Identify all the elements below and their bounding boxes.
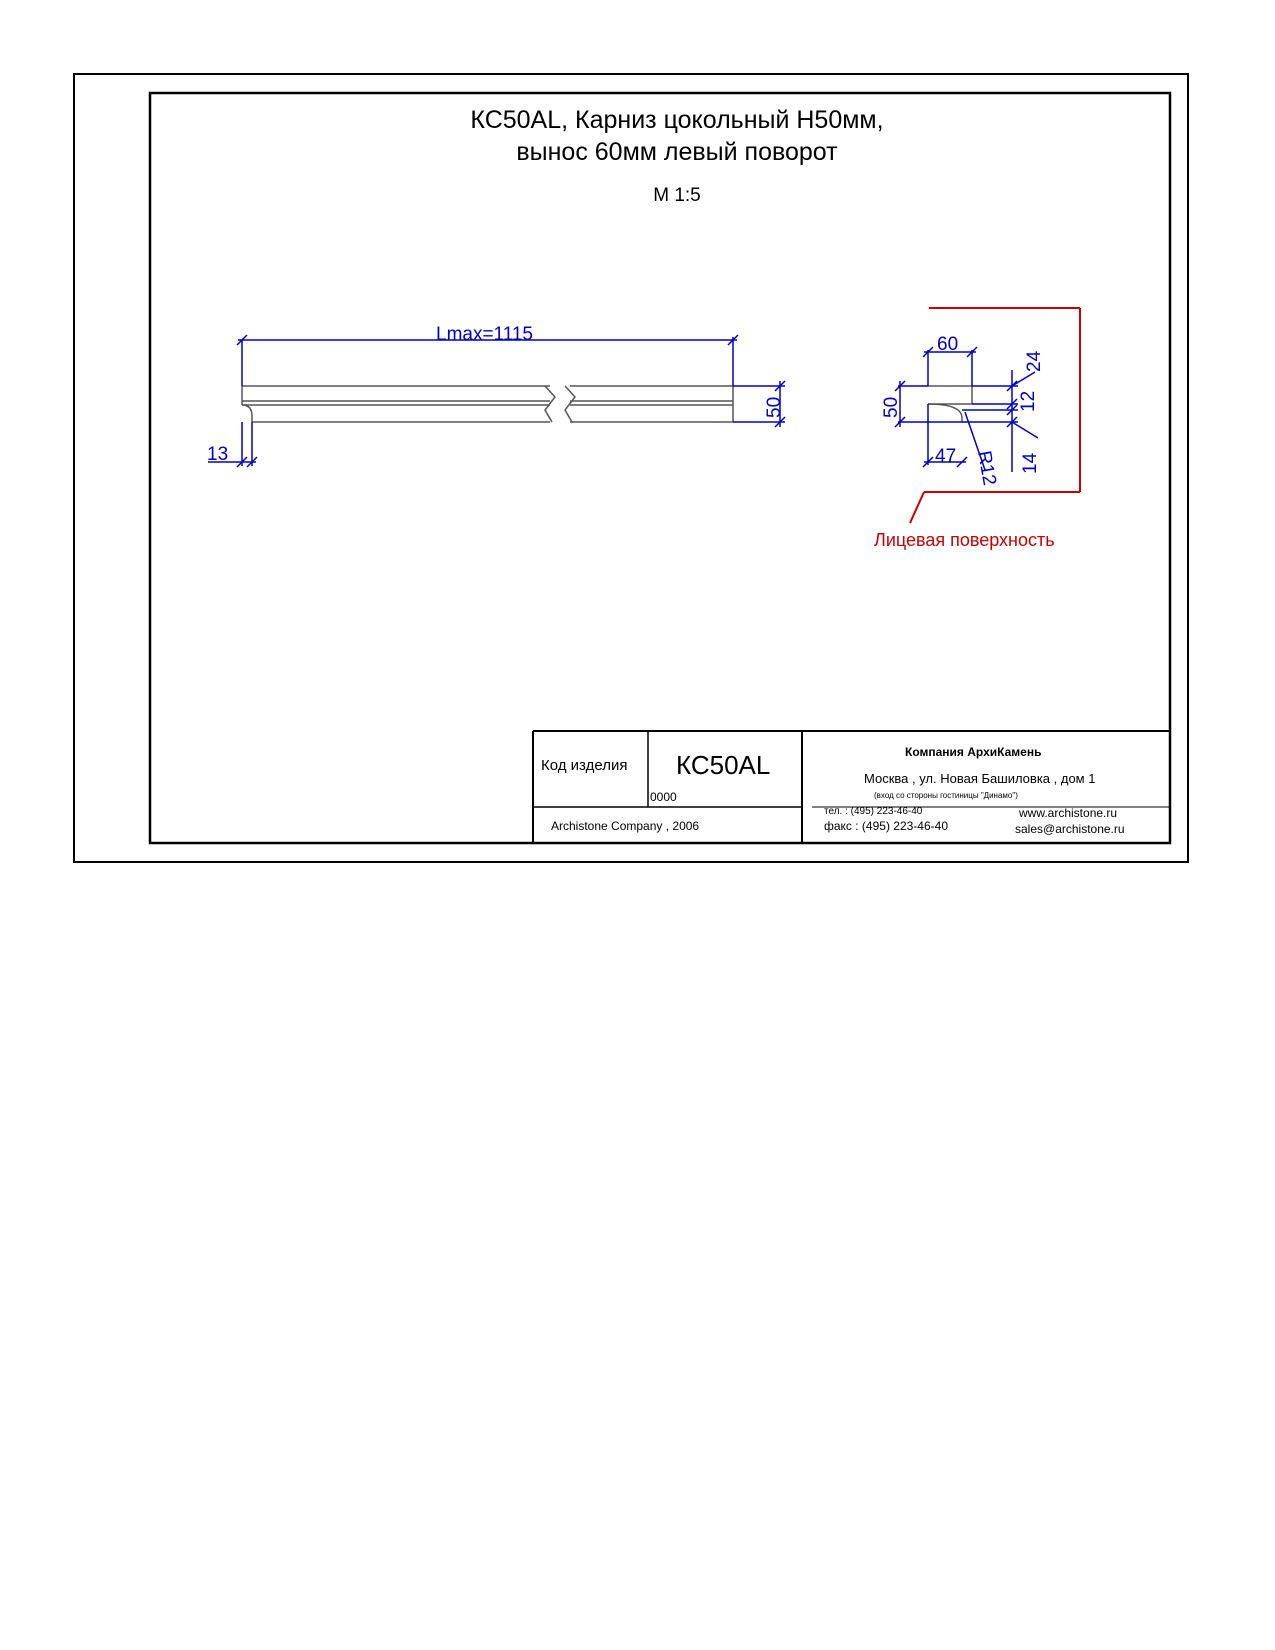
section-dim-12-label: 12 (1018, 390, 1039, 412)
height-dim-label: 50 (764, 396, 785, 418)
section-width-bottom-label: 47 (935, 446, 957, 467)
face-surface-label: Лицевая поверхность (874, 530, 1055, 550)
company-address: Москва , ул. Новая Башиловка , дом 1 (864, 771, 1096, 786)
section-dim-14-label: 14 (1020, 452, 1041, 474)
drawing-number: 0000 (650, 790, 677, 804)
drawing-title-line-1: КС50AL, Карниз цокольный Н50мм, (470, 106, 884, 134)
company-name: Компания АрхиКамень (905, 745, 1042, 759)
section-radius-label: R12 (973, 449, 1000, 488)
lip-dim-label: 13 (207, 444, 229, 465)
section-width-top-label: 60 (937, 334, 959, 355)
drawing-scale: М 1:5 (653, 185, 701, 206)
product-code-value: КС50AL (676, 750, 771, 780)
company-address-note: (вход со стороны гостиницы "Динамо") (874, 791, 1018, 800)
product-code-caption: Код изделия (541, 757, 628, 774)
length-dim-label: Lmax=1115 (436, 324, 534, 345)
company-phone: тел. : (495) 223-46-40 (824, 806, 923, 817)
company-email[interactable]: sales@archistone.ru (1015, 822, 1125, 836)
drawing-title-line-2: вынос 60мм левый поворот (516, 138, 838, 166)
long-view (207, 324, 785, 467)
section-dim-24-label: 24 (1024, 350, 1045, 372)
section-height-label: 50 (881, 396, 902, 418)
company-fax: факс : (495) 223-46-40 (824, 819, 948, 833)
section-view (881, 308, 1080, 523)
company-website[interactable]: www.archistone.ru (1019, 806, 1118, 820)
company-year: Archistone Company , 2006 (551, 819, 700, 833)
